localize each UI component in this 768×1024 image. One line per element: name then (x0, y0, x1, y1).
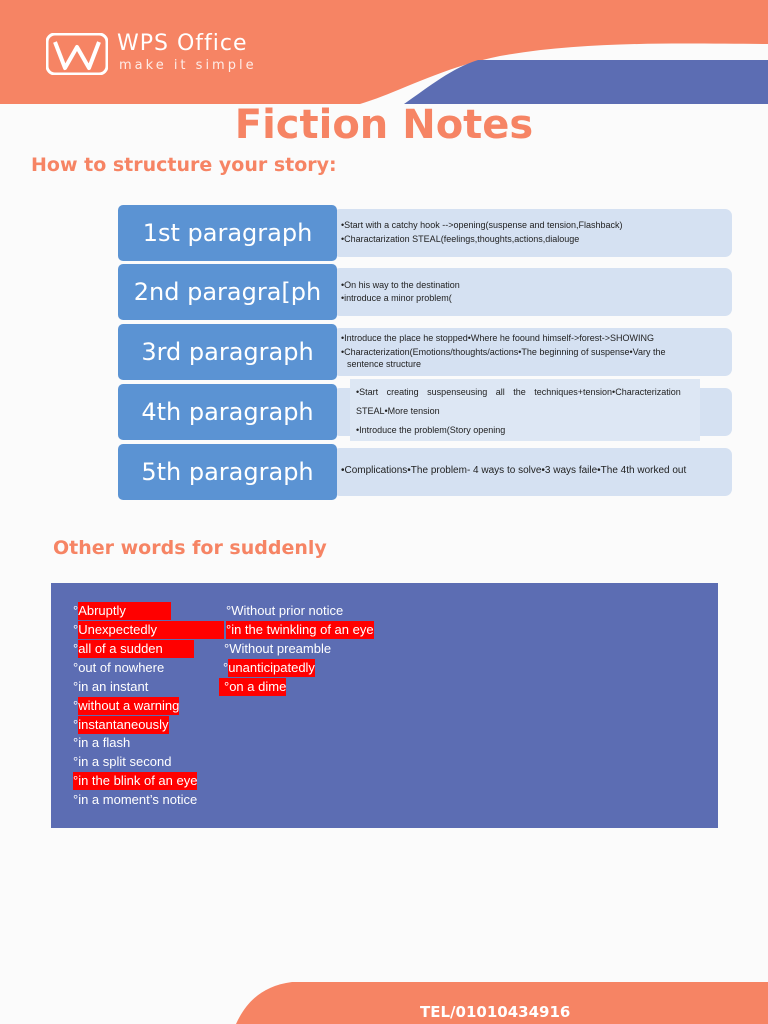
synonyms-panel (51, 583, 718, 828)
synonym-item: °in the twinkling of an eye (226, 622, 374, 637)
synonym-item: °in a flash (73, 735, 131, 750)
paragraph-note: •On his way to the destination (341, 280, 460, 290)
synonym-item: °Without preamble (224, 641, 332, 656)
paragraph-label-5: 5th paragraph (118, 444, 337, 500)
section-structure-title: How to structure your story: (31, 154, 337, 176)
synonym-item: °without a warning (73, 698, 180, 713)
synonym-item: °Without prior notice (226, 603, 344, 618)
paragraph-label-2: 2nd paragra[ph (118, 264, 337, 320)
paragraph-row-4 (118, 384, 734, 440)
synonym-item: °out of nowhere (73, 660, 165, 675)
wps-logo-icon (46, 33, 108, 75)
synonym-item: °Abruptly (73, 602, 171, 620)
paragraph-row-3 (118, 324, 734, 380)
paragraph-note: •Introduce the problem(Story opening (356, 425, 506, 435)
paragraph-note: •Complications•The problem- 4 ways to solve•3 ways faile•The 4th worked out (341, 465, 687, 476)
synonym-item: °in a moment’s notice (73, 792, 198, 807)
footer-phone: TEL/01010434916 (420, 1003, 571, 1021)
synonym-item: °all of a sudden (73, 640, 194, 658)
synonym-item: °on a dime (219, 678, 286, 696)
paragraph-note: STEAL•More tension (356, 406, 440, 416)
section-suddenly-title: Other words for suddenly (53, 537, 327, 559)
synonym-item: °instantaneously (73, 717, 169, 732)
synonym-item: °in a split second (73, 754, 172, 769)
paragraph-note: sentence structure (347, 359, 422, 369)
synonym-item: °in the blink of an eye (73, 773, 198, 788)
paragraph-label-1: 1st paragraph (118, 205, 337, 261)
synonym-item: °in an instant (73, 679, 149, 694)
paragraph-note: •Start creating suspenseusing all the techniques+tension•Characterization (356, 387, 681, 397)
paragraph-notes-2 (333, 268, 732, 316)
paragraph-row-5 (118, 444, 734, 500)
paragraph-note: •Start with a catchy hook -->opening(suspense and tension,Flashback) (341, 220, 623, 230)
paragraph-note: •Charactarization STEAL(feelings,thoughts,actions,dialouge (341, 234, 580, 244)
paragraph-row-2 (118, 264, 734, 320)
paragraph-note: •Characterization(Emotions/thoughts/actions•The beginning of suspense•Vary the (341, 347, 666, 357)
header-banner (0, 0, 768, 110)
brand-name: WPS Office (117, 31, 248, 56)
paragraph-note: •introduce a minor problem( (341, 293, 452, 303)
footer-banner (0, 980, 768, 1024)
paragraph-row-1 (118, 205, 734, 261)
synonym-item: °unanticipatedly (223, 660, 315, 675)
paragraph-note: •Introduce the place he stopped•Where he foound himself->forest->SHOWING (341, 333, 654, 343)
paragraph-notes-1 (333, 209, 732, 257)
page-title: Fiction Notes (234, 102, 534, 148)
brand-tagline: make it simple (119, 58, 257, 73)
paragraph-label-4: 4th paragraph (118, 384, 337, 440)
paragraph-label-3: 3rd paragraph (118, 324, 337, 380)
synonym-item: °Unexpectedly (73, 621, 224, 639)
